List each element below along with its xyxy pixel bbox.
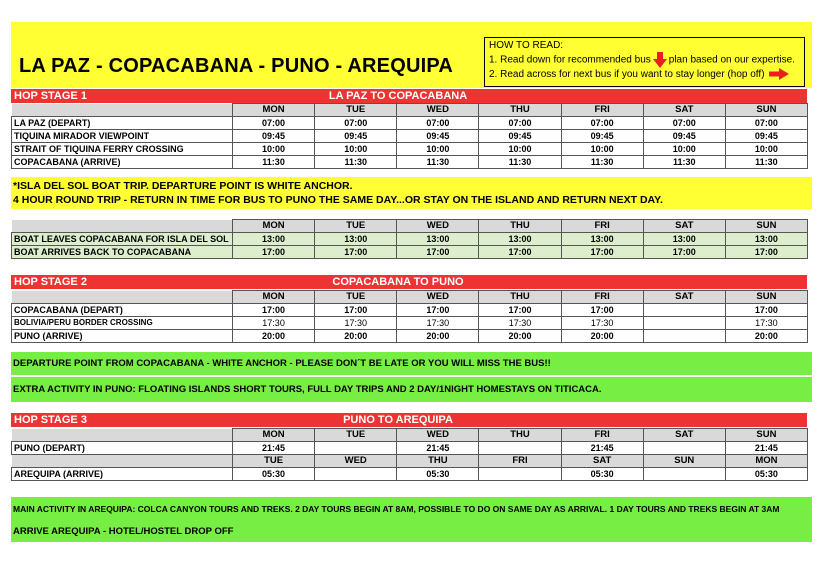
departure-note: DEPARTURE POINT FROM COPACABANA - WHITE ANCHOR - PLEASE DON´T BE LATE OR YOU WILL MISS THE BUS!!	[11, 352, 812, 375]
stage3-table	[11, 428, 808, 481]
time-cell: 20:00	[315, 330, 397, 343]
how-to-read-line2: 2. Read across for next bus if you want to stay longer (hop off)	[489, 69, 765, 80]
arequipa-activity-note: MAIN ACTIVITY IN AREQUIPA: COLCA CANYON TOURS AND TREKS. 2 DAY TOURS BEGIN AT 8AM, POSSIBLE TO DO ON SAME DAY AS ARRIVAL. 1 DAY TOURS AND TREKS BEGIN AT 3AM	[11, 497, 812, 521]
arrow-right-icon	[769, 68, 789, 80]
stop-name: AREQUIPA (ARRIVE)	[12, 468, 233, 481]
stage3-bar	[11, 413, 807, 427]
time-cell: 10:00	[561, 143, 643, 156]
time-cell: 17:30	[561, 317, 643, 330]
day-header: SUN	[725, 104, 807, 117]
time-cell: 13:00	[643, 233, 725, 246]
time-cell: 10:00	[233, 143, 315, 156]
time-cell: 05:30	[397, 468, 479, 481]
table-row	[12, 117, 808, 130]
time-cell: 17:30	[725, 317, 807, 330]
table-row	[12, 442, 808, 455]
day-header: MON	[233, 291, 315, 304]
time-cell: 07:00	[643, 117, 725, 130]
time-cell: 17:00	[397, 246, 479, 259]
day-header: WED	[397, 104, 479, 117]
time-cell	[643, 304, 725, 317]
day-header: THU	[479, 220, 561, 233]
stop-name: BOAT LEAVES COPACABANA FOR ISLA DEL SOL	[12, 233, 233, 246]
stage3-route: PUNO TO AREQUIPA	[343, 414, 453, 426]
time-cell: 20:00	[233, 330, 315, 343]
table-row	[12, 304, 808, 317]
stop-name: COPACABANA (DEPART)	[12, 304, 233, 317]
time-cell: 17:30	[233, 317, 315, 330]
time-cell: 13:00	[479, 233, 561, 246]
time-cell: 17:00	[479, 304, 561, 317]
day-header: SUN	[725, 220, 807, 233]
time-cell: 17:00	[479, 246, 561, 259]
how-to-read-heading: HOW TO READ:	[489, 40, 564, 51]
stop-name: BOAT ARRIVES BACK TO COPACABANA	[12, 246, 233, 259]
day-header: WED	[397, 220, 479, 233]
day-header: TUE	[315, 291, 397, 304]
table-row	[12, 317, 808, 330]
time-cell: 09:45	[561, 130, 643, 143]
page-title: LA PAZ - COPACABANA - PUNO - AREQUIPA	[19, 55, 454, 77]
day-header: FRI	[479, 455, 561, 468]
table-row	[12, 156, 808, 169]
time-cell: 17:30	[397, 317, 479, 330]
arrive-dropoff-note: ARRIVE AREQUIPA - HOTEL/HOSTEL DROP OFF	[11, 521, 812, 542]
time-cell	[643, 317, 725, 330]
day-header: TUE	[315, 104, 397, 117]
day-header: TUE	[233, 455, 315, 468]
time-cell: 13:00	[725, 233, 807, 246]
time-cell: 21:45	[561, 442, 643, 455]
stage1-label: HOP STAGE 1	[14, 90, 87, 102]
time-cell: 21:45	[233, 442, 315, 455]
time-cell: 17:30	[479, 317, 561, 330]
stop-name: STRAIT OF TIQUINA FERRY CROSSING	[12, 143, 233, 156]
time-cell	[643, 330, 725, 343]
time-cell: 09:45	[643, 130, 725, 143]
table-row	[12, 233, 808, 246]
table-header-row	[12, 220, 808, 233]
day-header: SAT	[643, 291, 725, 304]
time-cell: 13:00	[561, 233, 643, 246]
time-cell: 20:00	[397, 330, 479, 343]
time-cell: 17:00	[315, 304, 397, 317]
stage2-label: HOP STAGE 2	[14, 276, 87, 288]
day-header: FRI	[561, 291, 643, 304]
header-banner	[11, 22, 812, 88]
time-cell	[479, 442, 561, 455]
day-header: SAT	[643, 429, 725, 442]
table-row	[12, 130, 808, 143]
time-cell	[315, 468, 397, 481]
time-cell: 10:00	[479, 143, 561, 156]
day-header: THU	[397, 455, 479, 468]
day-header: WED	[397, 429, 479, 442]
time-cell: 17:00	[397, 304, 479, 317]
time-cell: 07:00	[315, 117, 397, 130]
time-cell: 11:30	[315, 156, 397, 169]
table-row	[12, 330, 808, 343]
day-header: SAT	[561, 455, 643, 468]
time-cell: 17:00	[561, 304, 643, 317]
time-cell: 17:00	[725, 246, 807, 259]
time-cell: 07:00	[561, 117, 643, 130]
day-header: FRI	[561, 429, 643, 442]
time-cell: 07:00	[725, 117, 807, 130]
time-cell: 21:45	[725, 442, 807, 455]
stop-name: TIQUINA MIRADOR VIEWPOINT	[12, 130, 233, 143]
time-cell: 17:00	[315, 246, 397, 259]
arrow-down-icon	[653, 52, 667, 68]
time-cell: 07:00	[397, 117, 479, 130]
time-cell: 05:30	[561, 468, 643, 481]
day-header: FRI	[561, 220, 643, 233]
boat-note-box	[11, 177, 812, 209]
time-cell: 11:30	[643, 156, 725, 169]
time-cell: 07:00	[233, 117, 315, 130]
day-header: SUN	[643, 455, 725, 468]
day-header: THU	[479, 429, 561, 442]
time-cell	[643, 468, 725, 481]
day-header: TUE	[315, 220, 397, 233]
stage3-label: HOP STAGE 3	[14, 414, 87, 426]
boat-note-line2: 4 HOUR ROUND TRIP - RETURN IN TIME FOR BUS TO PUNO THE SAME DAY...OR STAY ON THE ISLAND AND RETURN NEXT DAY.	[13, 194, 663, 206]
time-cell: 09:45	[397, 130, 479, 143]
stop-name: LA PAZ (DEPART)	[12, 117, 233, 130]
time-cell	[479, 468, 561, 481]
table-row	[12, 468, 808, 481]
stop-name: COPACABANA (ARRIVE)	[12, 156, 233, 169]
day-header: SUN	[725, 429, 807, 442]
time-cell: 10:00	[397, 143, 479, 156]
time-cell: 20:00	[479, 330, 561, 343]
puno-activity-note: EXTRA ACTIVITY IN PUNO: FLOATING ISLANDS SHORT TOURS, FULL DAY TRIPS AND 2 DAY/1NIGHT HOMESTAYS ON TITICACA.	[11, 377, 812, 402]
day-header: MON	[233, 220, 315, 233]
time-cell: 11:30	[397, 156, 479, 169]
time-cell: 20:00	[725, 330, 807, 343]
time-cell: 10:00	[725, 143, 807, 156]
time-cell: 13:00	[315, 233, 397, 246]
how-to-read-line1a: 1. Read down for recommended bus	[489, 54, 651, 66]
table-header-row	[12, 104, 808, 117]
day-header: SAT	[643, 104, 725, 117]
boat-note-line1: *ISLA DEL SOL BOAT TRIP. DEPARTURE POINT IS WHITE ANCHOR.	[13, 180, 353, 192]
day-header: MON	[725, 455, 807, 468]
day-header: MON	[233, 104, 315, 117]
time-cell: 09:45	[315, 130, 397, 143]
day-header: THU	[479, 291, 561, 304]
stop-name: PUNO (ARRIVE)	[12, 330, 233, 343]
time-cell: 11:30	[233, 156, 315, 169]
day-header: THU	[479, 104, 561, 117]
stage1-bar	[11, 89, 807, 103]
stage2-bar	[11, 275, 807, 289]
time-cell: 11:30	[479, 156, 561, 169]
time-cell: 07:00	[479, 117, 561, 130]
stage2-table	[11, 290, 808, 343]
day-header: SAT	[643, 220, 725, 233]
time-cell: 05:30	[725, 468, 807, 481]
day-header: SUN	[725, 291, 807, 304]
stage2-route: COPACABANA TO PUNO	[332, 276, 464, 288]
table-header-row	[12, 291, 808, 304]
time-cell: 17:30	[315, 317, 397, 330]
time-cell: 11:30	[561, 156, 643, 169]
how-to-read-line1b: plan based on our expertise.	[668, 54, 795, 66]
time-cell: 13:00	[233, 233, 315, 246]
time-cell	[315, 442, 397, 455]
time-cell: 17:00	[725, 304, 807, 317]
how-to-read-box	[484, 37, 805, 87]
day-header: WED	[315, 455, 397, 468]
time-cell: 09:45	[233, 130, 315, 143]
time-cell	[643, 442, 725, 455]
time-cell: 17:00	[233, 246, 315, 259]
table-header-row	[12, 429, 808, 442]
time-cell: 13:00	[397, 233, 479, 246]
day-header: WED	[397, 291, 479, 304]
day-header: FRI	[561, 104, 643, 117]
time-cell: 11:30	[725, 156, 807, 169]
time-cell: 20:00	[561, 330, 643, 343]
time-cell: 17:00	[233, 304, 315, 317]
time-cell: 09:45	[479, 130, 561, 143]
time-cell: 09:45	[725, 130, 807, 143]
table-row	[12, 246, 808, 259]
boat-table	[11, 219, 808, 259]
stop-name: BOLIVIA/PERU BORDER CROSSING	[12, 317, 233, 330]
time-cell: 10:00	[643, 143, 725, 156]
day-header: TUE	[315, 429, 397, 442]
arrival-day-header-row	[12, 455, 808, 468]
day-header: MON	[233, 429, 315, 442]
time-cell: 17:00	[561, 246, 643, 259]
stage1-table	[11, 103, 808, 169]
table-row	[12, 143, 808, 156]
stop-name: PUNO (DEPART)	[12, 442, 233, 455]
time-cell: 05:30	[233, 468, 315, 481]
time-cell: 10:00	[315, 143, 397, 156]
time-cell: 21:45	[397, 442, 479, 455]
time-cell: 17:00	[643, 246, 725, 259]
stage1-route: LA PAZ TO COPACABANA	[328, 90, 468, 102]
